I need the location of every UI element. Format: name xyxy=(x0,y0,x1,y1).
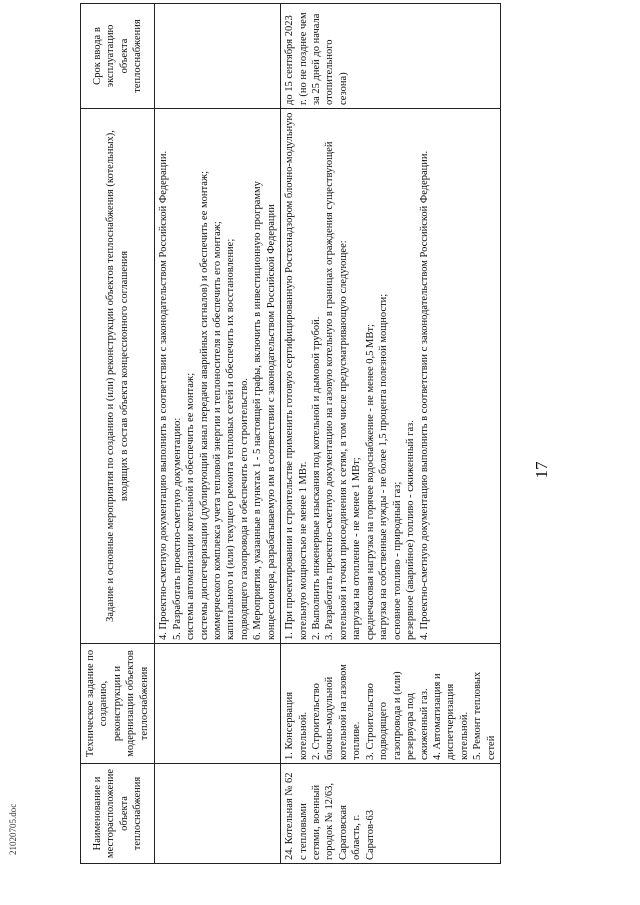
cell-deadline: до 15 сентября 2023 г. (но не позднее чем за 25 дней до начала отопительного сезона) xyxy=(281,4,501,109)
text-line: 2. Строительство блочно-модульной котельной на газовом топливе. xyxy=(311,664,363,760)
header-measures: Задание и основные мероприятия по созданию и (или) реконструкции объектов теплоснабжения (котельных), входящих в состав объекта концессионного соглашения xyxy=(81,109,155,644)
table-header-row xyxy=(81,4,155,864)
cell-object-name xyxy=(281,764,501,864)
text-line: нагрузка на собственные нужды - не более 1,5 процента полезной мощности; xyxy=(378,293,390,640)
header-tech-task: Техническое задание по созданию, реконструкции и модернизации объектов теплоснабжения xyxy=(81,644,155,764)
text-line: капитального и (или) текущего ремонта тепловых сетей и обеспечить их восстановление; xyxy=(225,238,237,640)
text-line: 3. Разработать проектно-сметную документацию на газовую котельную в границах ограждения существующей котельной и точки присоединения к сетям, в том числе предусматривающую следующее: xyxy=(324,141,349,640)
text-line: 1. Консервация котельной. xyxy=(284,691,309,760)
text-line: 5. Ремонт тепловых сетей xyxy=(472,671,497,760)
row-number: 24. xyxy=(284,846,296,860)
cell-measures xyxy=(281,109,501,644)
text-line: 3. Строительство подводящего газопровода и (или) резервуара под сжиженный газ. xyxy=(364,671,430,760)
text-line: 5. Разработать проектно-сметную документацию: xyxy=(171,417,183,640)
text-line: основное топливо - природный газ; xyxy=(391,481,403,640)
footer-filename: 21020705.doc xyxy=(8,803,18,855)
table-row xyxy=(155,4,281,864)
text-line: нагрузка на отопление - не менее 1 МВт; xyxy=(351,457,363,640)
text-line: 1. При проектировании и строительстве применить готовую сертифицированную Ростехнадзором блочно-модульную котельную мощностью не менее 1 МВт. xyxy=(284,112,309,640)
text-line: 4. Автоматизация и диспетчеризация котельной. xyxy=(431,673,470,760)
text-line: коммерческого комплекса учета тепловой энергии и теплоносителя и обеспечить его монтаж; xyxy=(211,221,223,640)
text-line: среднечасовая нагрузка на горячее водоснабжение - не менее 0,5 МВт; xyxy=(364,324,376,640)
concession-table xyxy=(80,3,501,864)
text-line: 6. Мероприятия, указанные в пунктах 1 - 5 настоящей графы, включить в инвестиционную программу концессионера, разрабатываемую им в соответствии с законодательством Российской Федерации xyxy=(252,181,277,640)
text-line: подводящего газопровода и обеспечить его строительство. xyxy=(238,377,250,640)
cell-measures-prev xyxy=(155,109,281,644)
text-line: 2. Выполнить инженерные изыскания под котельной и дымовой трубой. xyxy=(311,316,322,640)
header-deadline: Срок ввода в эксплуатацию объекта теплоснабжения xyxy=(81,4,155,109)
text-line: 4. Проектно-сметную документацию выполнить в соответствии с законодательством Российской Федерации. xyxy=(158,150,170,640)
cell-empty xyxy=(155,4,281,109)
text-line: резервное (аварийное) топливо - сжиженный газ. xyxy=(405,420,417,640)
cell-empty xyxy=(155,764,281,864)
text-line: системы автоматизации котельной и обеспечить ее монтаж; xyxy=(185,372,197,640)
header-object-name: Наименование и месторасположение объекта теплоснабжения xyxy=(81,764,155,864)
page-number: 17 xyxy=(532,461,551,479)
table-row xyxy=(281,4,501,864)
cell-empty xyxy=(155,644,281,764)
text-line: 4. Проектно-сметную документацию выполнить в соответствии с законодательством Российской Федерации. xyxy=(418,150,430,640)
object-name: Котельная № 62 с тепловыми сетями, военный городок № 12/63, Саратовская область, г. Саратов-63 xyxy=(284,772,376,860)
cell-tech-task xyxy=(281,644,501,764)
text-line: системы диспетчеризации (дублирующий канал передачи аварийных сигналов) и обеспечить ее монтаж; xyxy=(198,170,210,640)
rotated-table-block xyxy=(80,4,600,864)
